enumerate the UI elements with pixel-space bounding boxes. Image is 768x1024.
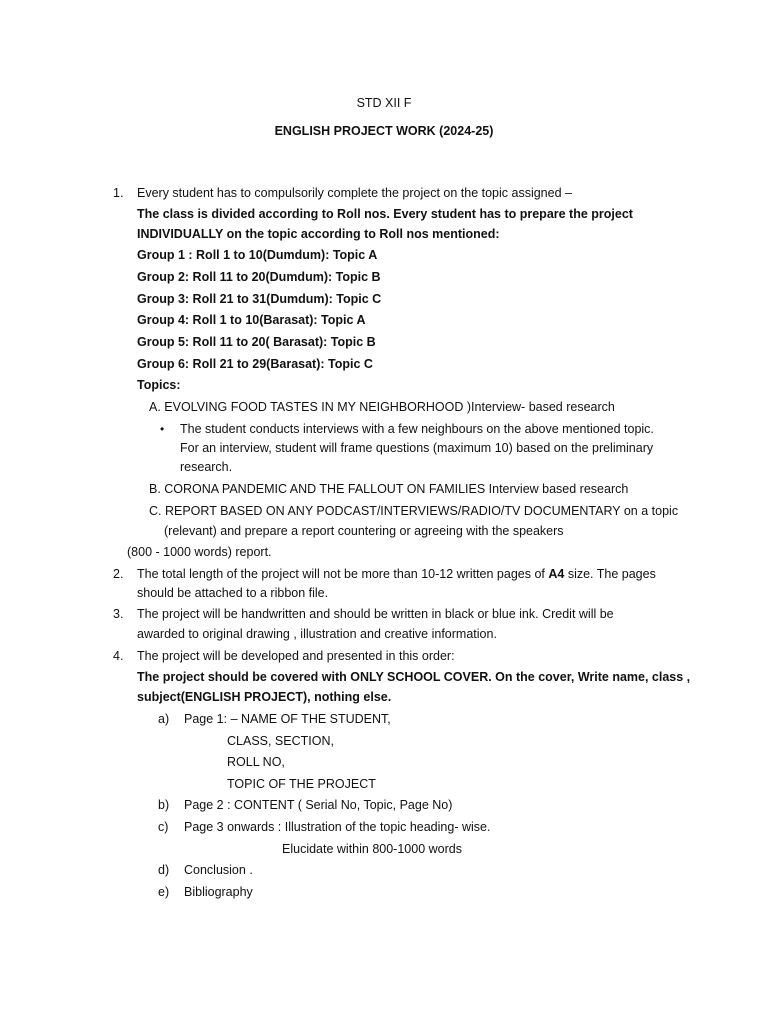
- item2-text: [137, 566, 656, 582]
- item-number: 3.: [113, 607, 124, 621]
- item4-text: The project will be developed and presented in this order:: [137, 649, 455, 663]
- item-number: 1.: [113, 186, 124, 200]
- item4-bold-line: subject(ENGLISH PROJECT), nothing else.: [137, 690, 392, 704]
- topics-label: Topics:: [137, 378, 181, 392]
- sub-item-label: b): [158, 798, 170, 812]
- item3-text: The project will be handwritten and should be written in black or blue ink. Credit will be: [137, 607, 614, 621]
- sub-item-text: Page 2 : CONTENT ( Serial No, Topic, Page No): [184, 798, 453, 812]
- item3-text: awarded to original drawing , illustration and creative information.: [137, 627, 497, 641]
- item1-bold-line: INDIVIDUALLY on the topic according to Roll nos mentioned:: [137, 227, 500, 241]
- group-line: Group 3: Roll 21 to 31(Dumdum): Topic C: [137, 292, 382, 306]
- page1-detail: CLASS, SECTION,: [227, 734, 334, 748]
- word-count-note: (800 - 1000 words) report.: [127, 545, 272, 559]
- sub-item-label: a): [158, 712, 170, 726]
- sub-item-text: Page 3 onwards : Illustration of the topic heading- wise.: [184, 820, 491, 834]
- group-line: Group 2: Roll 11 to 20(Dumdum): Topic B: [137, 270, 381, 284]
- group-line: Group 1 : Roll 1 to 10(Dumdum): Topic A: [137, 248, 378, 262]
- item-number: 2.: [113, 567, 124, 581]
- page1-detail: TOPIC OF THE PROJECT: [227, 777, 376, 791]
- topic-a-detail: The student conducts interviews with a few neighbours on the above mentioned topic.: [180, 422, 654, 436]
- class-heading: STD XII F: [356, 96, 412, 110]
- group-line: Group 4: Roll 1 to 10(Barasat): Topic A: [137, 313, 366, 327]
- elucidate-note: Elucidate within 800-1000 words: [282, 842, 462, 856]
- sub-item-text: Conclusion .: [184, 863, 253, 877]
- group-line: Group 5: Roll 11 to 20( Barasat): Topic B: [137, 335, 376, 349]
- page-size: A4: [548, 567, 565, 581]
- item2-text-pre: The total length of the project will not be more than 10-12 written pages of: [137, 567, 549, 581]
- document-title: ENGLISH PROJECT WORK (2024-25): [274, 124, 494, 138]
- sub-item-label: c): [158, 820, 169, 834]
- item1-bold-line: The class is divided according to Roll nos. Every student has to prepare the project: [137, 207, 633, 221]
- sub-item-label: e): [158, 885, 170, 899]
- topic-c: (relevant) and prepare a report countering or agreeing with the speakers: [164, 524, 564, 538]
- bullet-icon: •: [160, 422, 165, 436]
- group-line: Group 6: Roll 21 to 29(Barasat): Topic C: [137, 357, 373, 371]
- item2-text: should be attached to a ribbon file.: [137, 586, 329, 600]
- topic-a-detail: research.: [180, 460, 233, 474]
- item2-text-post: size. The pages: [564, 567, 656, 581]
- sub-item-label: d): [158, 863, 170, 877]
- topic-a: A. EVOLVING FOOD TASTES IN MY NEIGHBORHOOD )Interview- based research: [149, 400, 615, 414]
- topic-c: C. REPORT BASED ON ANY PODCAST/INTERVIEWS/RADIO/TV DOCUMENTARY on a topic: [149, 504, 679, 518]
- topic-a-detail: For an interview, student will frame questions (maximum 10) based on the preliminary: [180, 441, 654, 455]
- sub-item-text: Bibliography: [184, 885, 253, 899]
- item-number: 4.: [113, 649, 124, 663]
- sub-item-text: Page 1: – NAME OF THE STUDENT,: [184, 712, 391, 726]
- item4-bold-line: The project should be covered with ONLY SCHOOL COVER. On the cover, Write name, class ,: [137, 670, 691, 684]
- topic-b: B. CORONA PANDEMIC AND THE FALLOUT ON FAMILIES Interview based research: [149, 482, 629, 496]
- page1-detail: ROLL NO,: [227, 755, 285, 769]
- item1-intro: Every student has to compulsorily complete the project on the topic assigned –: [137, 186, 572, 200]
